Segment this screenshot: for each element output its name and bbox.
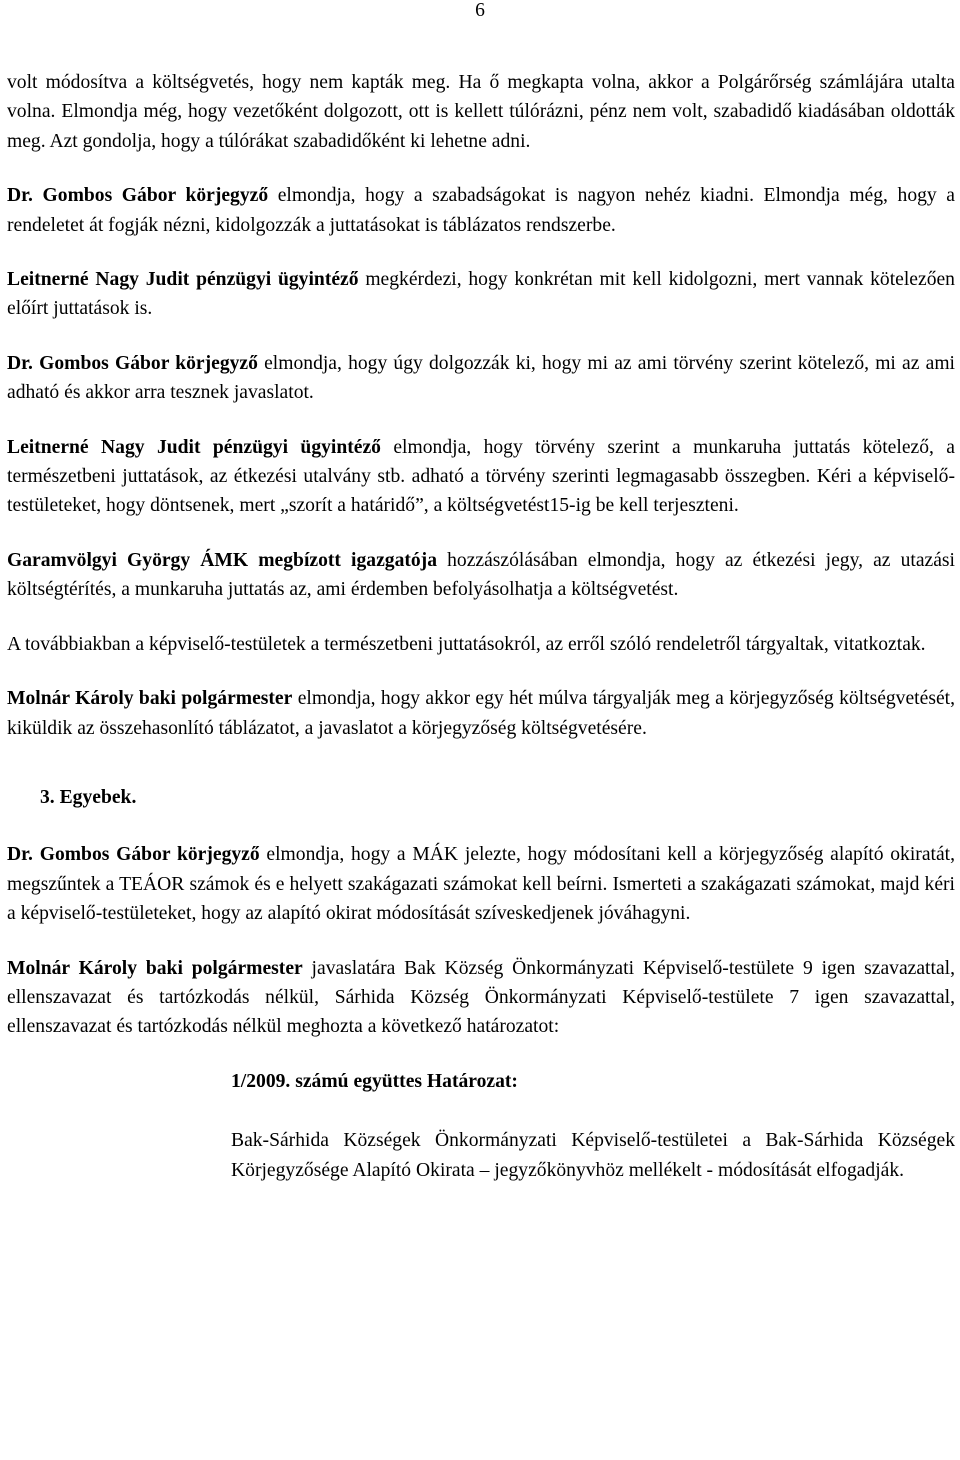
paragraph-text: A továbbiakban a képviselő-testületek a természetbeni juttatásokról, az erről szóló rendeletről tárgyaltak, vitatkoztak. — [7, 633, 926, 655]
paragraph — [7, 684, 955, 743]
paragraph — [7, 265, 955, 324]
paragraph — [7, 433, 955, 521]
resolution-title: 1/2009. számú együttes Határozat: — [231, 1070, 518, 1092]
paragraph — [7, 630, 955, 659]
speaker-name: Leitnerné Nagy Judit pénzügyi ügyintéző — [7, 269, 359, 291]
paragraph-text: elmondja, hogy törvény szerint a munkaruha juttatás kötelező, a természetbeni juttatások, az étkezési utalvány stb. adható a törvény szerinti legmagasabb összegben. Kéri a képviselő-testületeket, hogy döntsenek, mert „szorít a határidő”, a költségvetést15-ig be kell terjeszteni. — [7, 436, 955, 517]
speaker-name: Dr. Gombos Gábor körjegyző — [7, 844, 260, 866]
speaker-name: Molnár Károly baki polgármester — [7, 688, 293, 710]
agenda-heading: 3. Egyebek. — [40, 786, 137, 808]
speaker-name: Molnár Károly baki polgármester — [7, 957, 303, 979]
speaker-name: Garamvölgyi György ÁMK megbízott igazgatója — [7, 549, 438, 571]
paragraph — [7, 181, 955, 240]
paragraph — [7, 68, 955, 156]
paragraph-text: hozzászólásában elmondja, hogy az étkezési jegy, az utazási költségtérítés, a munkaruha juttatás az, ami érdemben befolyásolhatja a költségvetést. — [7, 549, 956, 601]
paragraph-text: javaslatára Bak Község Önkormányzati Képviselő-testülete 9 igen szavazattal, ellenszavazat és tartózkodás nélkül, Sárhida Község Önkormányzati Képviselő-testülete 7 igen szavazattal, ellenszavazat és tartózkodás nélkül meghozta a következő határozatot: — [7, 957, 955, 1038]
resolution-text: Bak-Sárhida Községek Önkormányzati Képviselő-testületei a Bak-Sárhida Községek Körjegyzősége Alapító Okirata – jegyzőkönyvhöz mellékelt - módosítását elfogadják. — [231, 1130, 955, 1181]
paragraph-text: volt módosítva a költségvetés, hogy nem kapták meg. Ha ő megkapta volna, akkor a Polgárőrség számlájára utalta volna. Elmondja még, hogy vezetőként dolgozott, ott is kellett túlórázni, pénz nem volt, szabadidő kiadásában oldották meg. Azt gondolja, hogy a túlórákat szabadidőként ki lehetne adni. — [7, 72, 955, 152]
minutes-body — [7, 68, 955, 1185]
paragraph — [7, 840, 955, 928]
paragraph-text: elmondja, hogy úgy dolgozzák ki, hogy mi az ami törvény szerint kötelező, mi az ami adható és akkor arra tesznek javaslatot. — [7, 352, 955, 404]
paragraph-text: elmondja, hogy akkor egy hét múlva tárgyalják meg a körjegyzőség költségvetését, kiküldik az összehasonlító táblázatot, a javaslatot a körjegyzőség költségvetésére. — [7, 688, 955, 739]
paragraph — [7, 349, 955, 408]
paragraph-text: elmondja, hogy a szabadságokat is nagyon nehéz kiadni. Elmondja még, hogy a rendeletet át fogják nézni, kidolgozzák a juttatásokat is táblázatos rendszerbe. — [7, 185, 956, 236]
paragraph-text: elmondja, hogy a MÁK jelezte, hogy módosítani kell a körjegyzőség alapító okiratát, megszűntek a TEÁOR számok és e helyett szakágazati számokat kell beírni. Ismerteti a szakágazati számokat, majd kéri a képviselő-testületeket, hogy az alapító okirat módosítását szíveskedjenek jóváhagyni. — [7, 844, 955, 925]
paragraph — [7, 546, 955, 605]
paragraph — [7, 954, 955, 1042]
paragraph-text: megkérdezi, hogy konkrétan mit kell kidolgozni, mert vannak kötelezően előírt juttatások is. — [7, 269, 955, 320]
page-number: 6 — [475, 0, 485, 21]
speaker-name: Dr. Gombos Gábor körjegyző — [7, 185, 269, 207]
speaker-name: Leitnerné Nagy Judit pénzügyi ügyintéző — [7, 436, 381, 458]
speaker-name: Dr. Gombos Gábor körjegyző — [7, 352, 258, 374]
